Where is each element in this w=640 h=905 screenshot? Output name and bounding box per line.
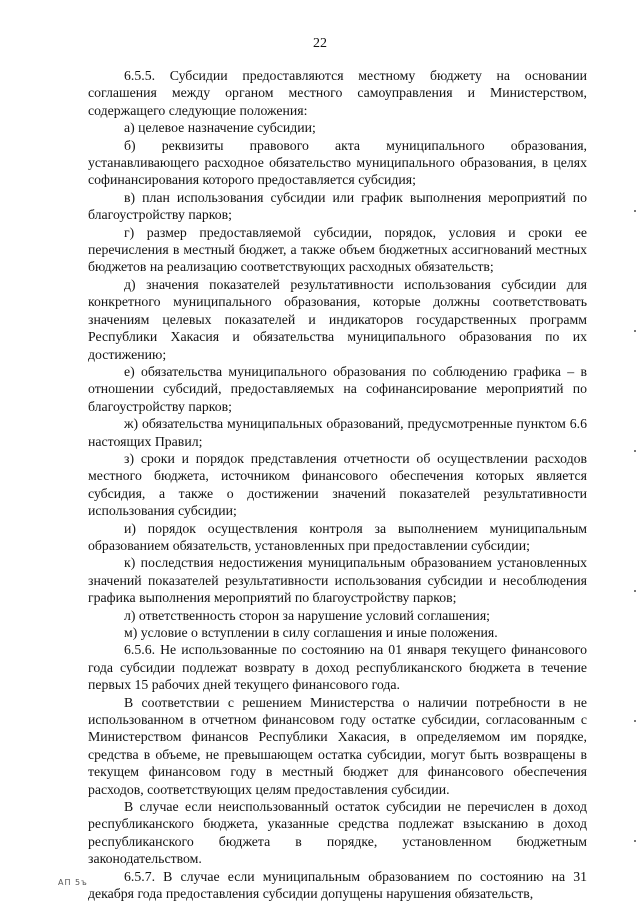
paragraph-item-v: в) план использования субсидии или график выполнения мероприятий по благоустройству парков; [88,189,587,223]
scan-dot [634,590,636,592]
scan-dot [634,840,636,842]
paragraph-unused-balance: В случае если неиспользованный остаток субсидии не перечислен в доход республиканского бюджета, указанные средства подлежат взысканию в доход республиканского бюджета в порядке, установленном бюджетным законодательством. [88,799,587,867]
paragraph-ministry-decision: В соответствии с решением Министерства о наличии потребности в не использованном в отчетном финансовом году остатке субсидии, согласованным с Министерством финансов Республики Хакасия, в определяемом им порядке, средства в объеме, не превышающем остатка субсидии, могут быть возвращены в текущем финансовом году в местный бюджет для финансового обеспечения расходов, соответствующих целям предоставления субсидии. [88,694,587,797]
scan-dot [634,450,636,452]
paragraph-item-a: а) целевое назначение субсидии; [124,120,316,136]
paragraph-item-l: л) ответственность сторон за нарушение условий соглашения; [124,607,490,623]
paragraph-item-d: д) значения показателей результативности использования субсидии для конкретного муниципального образования, которые должны соответствовать значениям целевых показателей и индикаторов государственных программ Республики Хакасия и обязательства муниципального образования по их достижению; [88,276,587,362]
scan-footer-mark: АП 5ъ [58,878,88,887]
scan-dot [634,330,636,332]
paragraph-item-e: е) обязательства муниципального образования по соблюдению графика – в отношении субсидий, предоставляемых на софинансирование мероприятий по благоустройству парков; [88,363,587,414]
scan-dot [634,210,636,212]
paragraph-item-b: б) реквизиты правового акта муниципального образования, устанавливающего расходное обязательство муниципального образования, в целях софинансирования которого предоставляется субсидия; [88,137,587,188]
scan-edge-artifacts [632,120,636,880]
page-number: 22 [313,36,327,51]
paragraph-item-i: и) порядок осуществления контроля за выполнением муниципальным образованием обязательств, установленных при предоставлении субсидии; [88,520,587,553]
paragraph-item-z: з) сроки и порядок представления отчетности об осуществлении расходов местного бюджета, источником финансового обеспечения которых является субсидия, а также о достижении значений показателей результативности использования субсидии; [88,450,587,519]
scan-dot [634,720,636,722]
paragraph-item-zh: ж) обязательства муниципальных образований, предусмотренные пунктом 6.6 настоящих Правил; [88,416,587,449]
paragraph-6-5-7: 6.5.7. В случае если муниципальным образованием по состоянию на 31 декабря года предоставления субсидии допущены нарушения обязательств, [88,868,587,902]
paragraph-item-g: г) размер предоставляемой субсидии, порядок, условия и сроки ее перечисления в местный бюджет, а также объем бюджетных ассигнований местных бюджетов на реализацию соответствующих расходных обязательств; [88,224,587,275]
paragraph-item-m: м) условие о вступлении в силу соглашения и иные положения. [124,625,498,640]
document-body [88,67,587,903]
paragraph-6-5-6: 6.5.6. Не использованные по состоянию на 01 января текущего финансового года субсидии подлежат возврату в доход республиканского бюджета в течение первых 15 рабочих дней текущего финансового года. [88,642,587,693]
paragraph-6-5-5: 6.5.5. Субсидии предоставляются местному бюджету на основании соглашения между органом местного самоуправления и Министерством, содержащего следующие положения: [88,68,587,118]
paragraph-item-k: к) последствия недостижения муниципальным образованием установленных значений показателей результативности использования субсидии и несоблюдения графика выполнения мероприятий по благоустройству парков; [88,555,587,606]
